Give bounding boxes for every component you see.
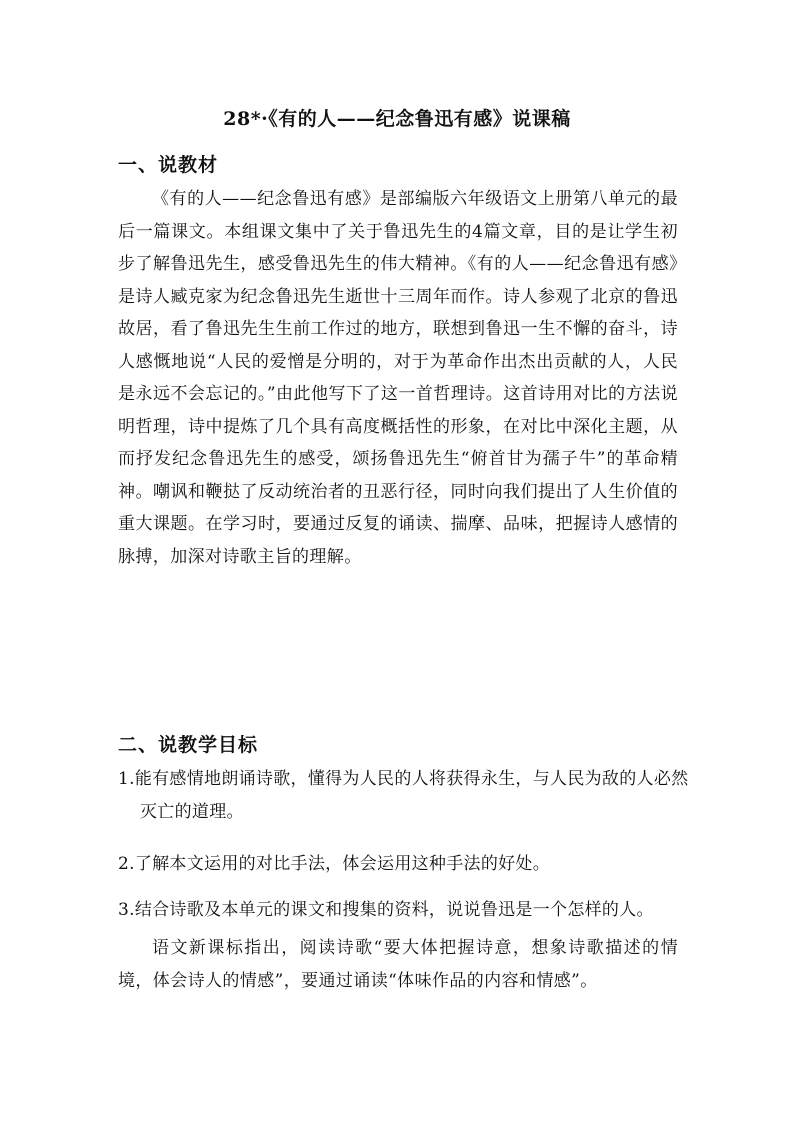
teaching-goal-item-2: 2.了解本文运用的对比手法，体会运用这种手法的好处。 xyxy=(118,854,551,874)
teaching-goal-item-1: 1.能有感情地朗诵诗歌，懂得为人民的人将获得永生，与人民为敌的人必然灭亡的道理。 xyxy=(118,769,689,822)
document-title: 28*·《有的人——纪念鲁迅有感》说课稿 xyxy=(223,108,571,130)
curriculum-standard-paragraph: 语文新课标指出，阅读诗歌“要大体把握诗意，想象诗歌描述的情境，体会诗人的情感”，要通过诵读“体味作品的内容和情感”。 xyxy=(118,938,678,991)
section-heading-teaching-material: 一、说教材 xyxy=(118,154,219,176)
teaching-material-paragraph: 《有的人——纪念鲁迅有感》是部编版六年级语文上册第八单元的最后一篇课文。本组课文集中了关于鲁迅先生的4篇文章，目的是让学生初步了解鲁迅先生，感受鲁迅先生的伟大精神。《有的人——纪念鲁迅有感》是诗人臧克家为纪念鲁迅先生逝世十三周年而作。诗人参观了北京的鲁迅故居，看了鲁迅先生生前工作过的地方，联想到鲁迅一生不懈的奋斗，诗人感慨地说“人民的爱憎是分明的，对于为革命作出杰出贡献的人，人民是永远不会忘记的。”由此他写下了这一首哲理诗。这首诗用对比的方法说明哲理，诗中提炼了几个具有高度概括性的形象，在对比中深化主题，从而抒发纪念鲁迅先生的感受，颂扬鲁迅先生“俯首甘为孺子牛”的革命精神。嘲讽和鞭挞了反动统治者的丑恶行径，同时向我们提出了人生价值的重大课题。在学习时，要通过反复的诵读、揣摩、品味，把握诗人感情的脉搏，加深对诗歌主旨的理解。 xyxy=(118,189,678,567)
teaching-goal-item-3: 3.结合诗歌及本单元的课文和搜集的资料，说说鲁迅是一个怎样的人。 xyxy=(118,900,654,920)
section-heading-teaching-goals: 二、说教学目标 xyxy=(118,734,259,756)
